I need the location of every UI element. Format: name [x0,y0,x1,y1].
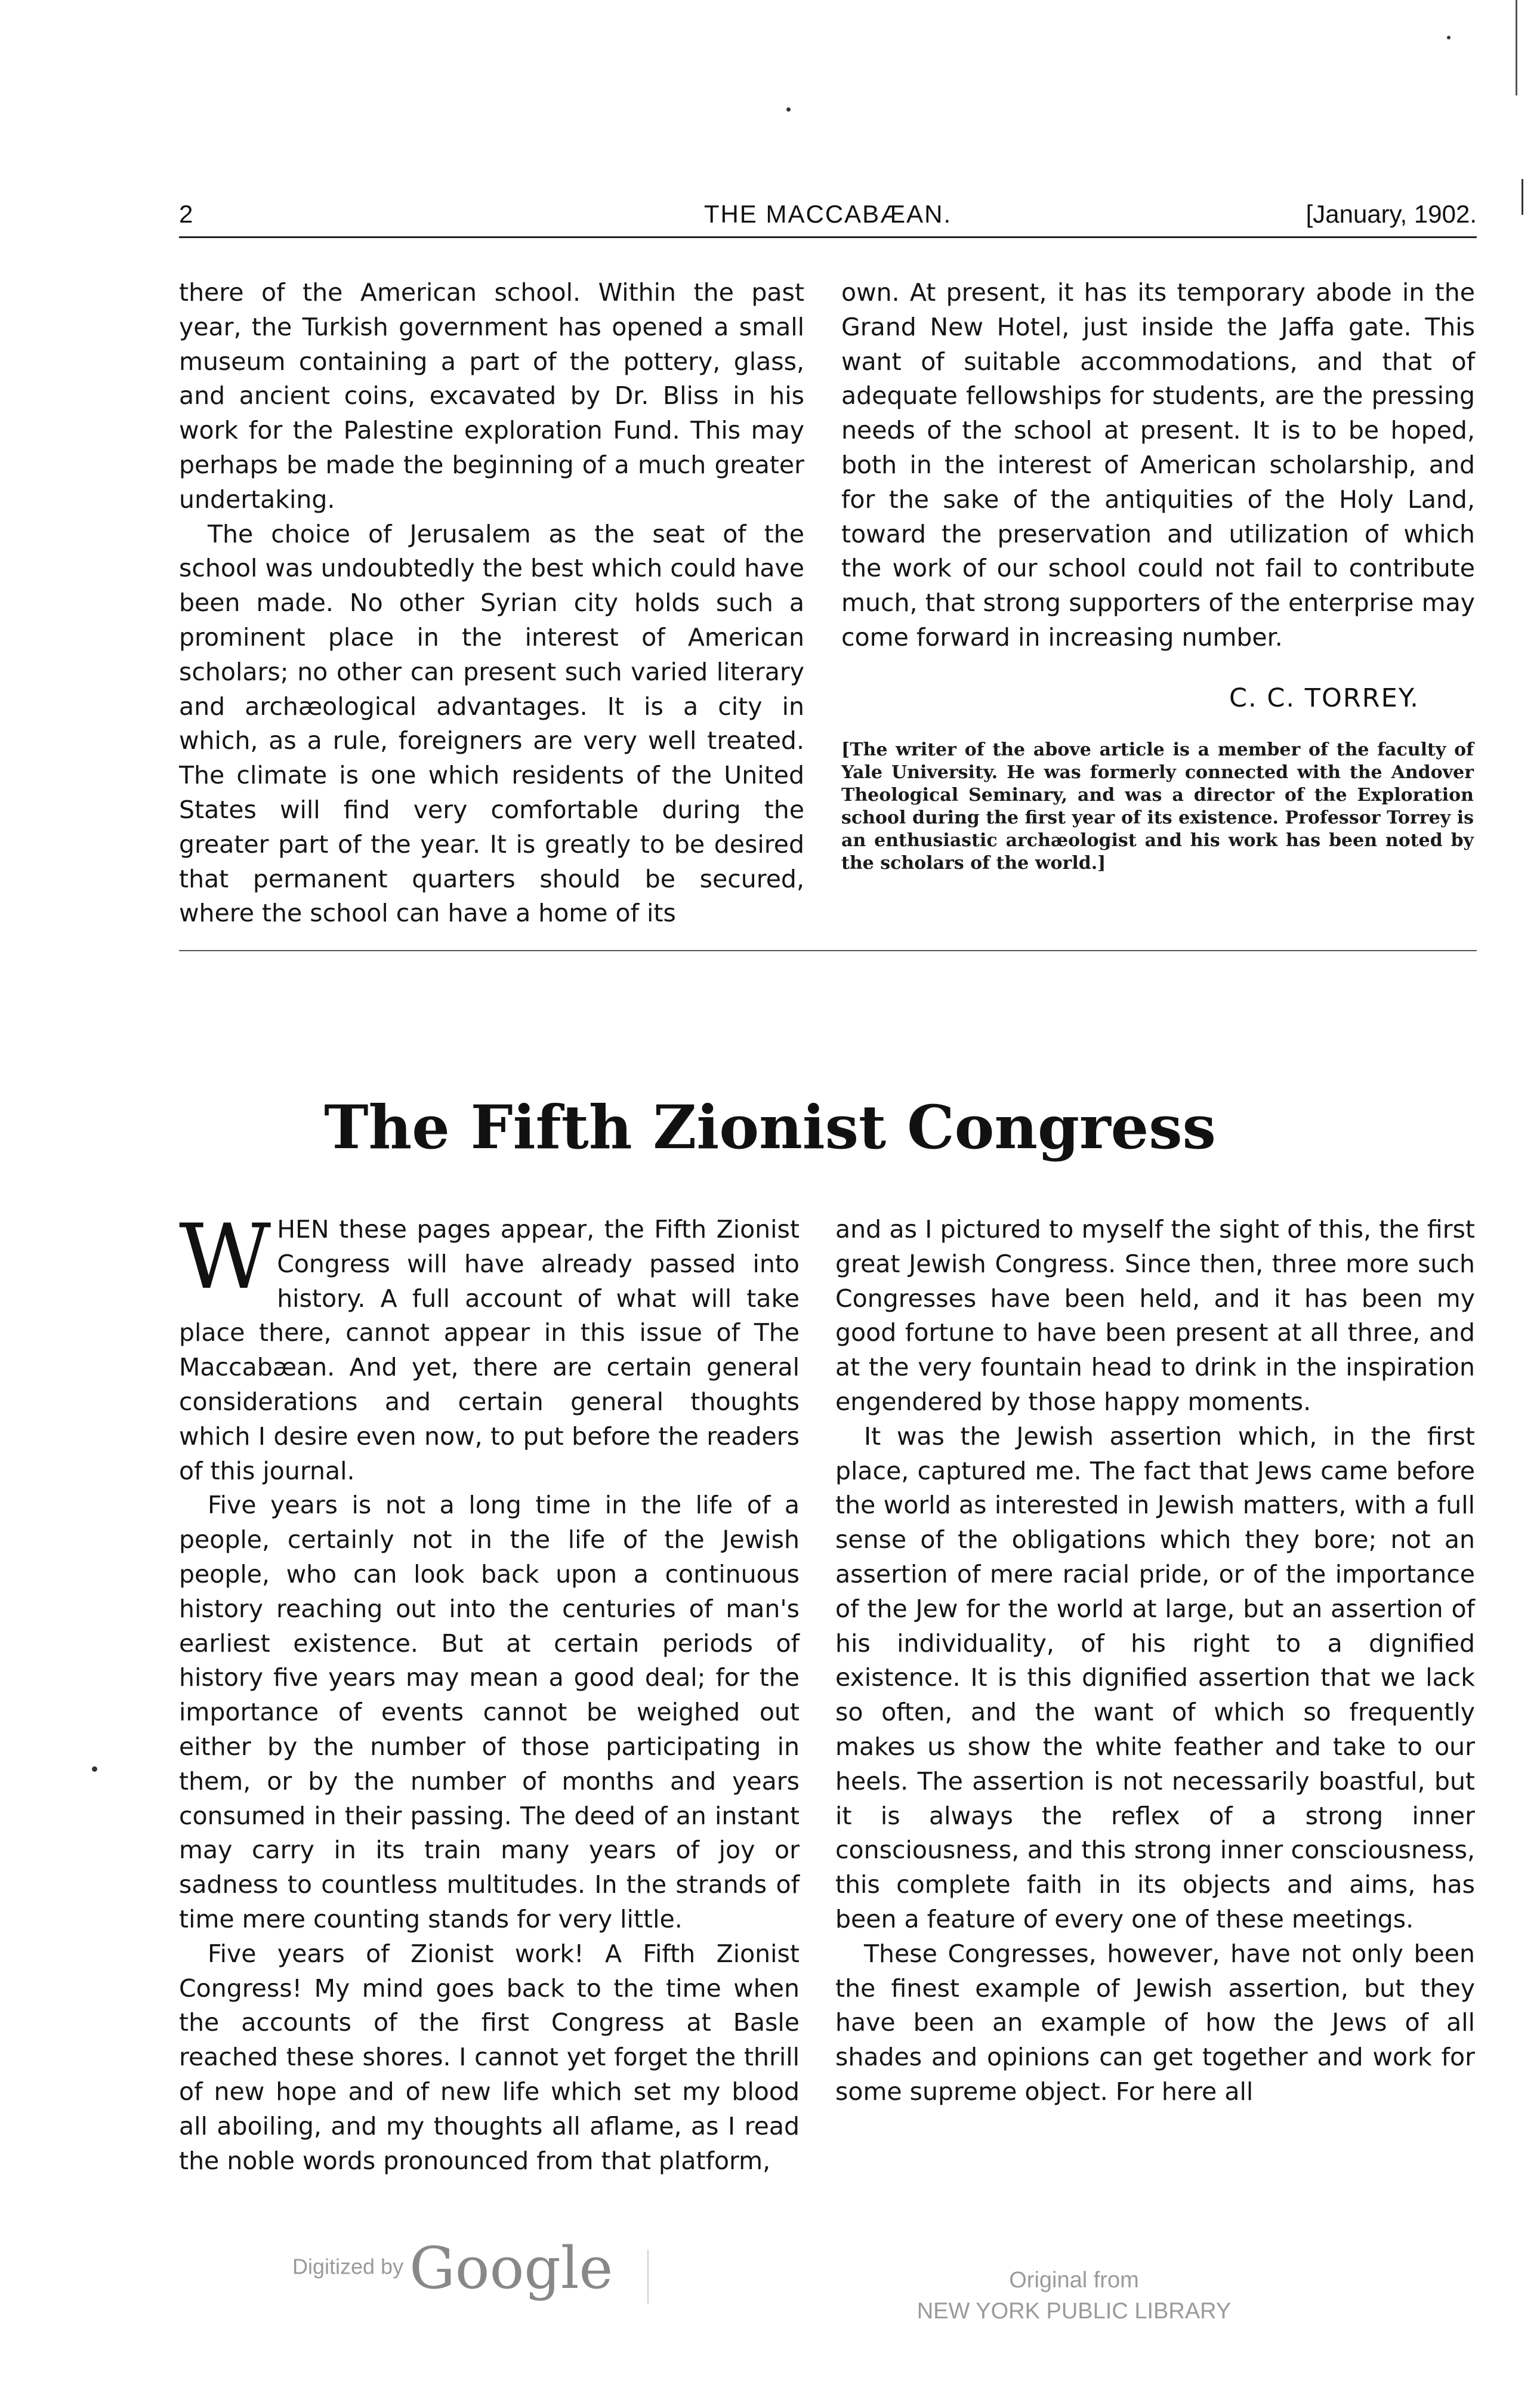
paragraph: The choice of Jerusalem as the seat of the school was undoubtedly the best which could have been made. No other Syrian city holds such a prominent place in the interest of American scholars; no other can present such varied literary and archæological advantages. It is a city in which, as a rule, foreigners are very well treated. The climate is one which residents of the United States will find very comfortable during the greater part of the year. It is greatly to be desired that permanent quarters should be secured, where the school can have a home of its [179,519,804,928]
paragraph: there of the American school. Within the past year, the Turkish government has opened a small museum containing a part of the pottery, glass, and ancient coins, excavated by Dr. Bliss in his work for the Palestine exploration Fund. This may perhaps be made the beginning of a much greater undertaking. [179,278,804,514]
digitized-by-label: Digitized by [292,2254,404,2279]
scan-speck [92,1766,97,1772]
drop-cap: W [179,1205,271,1309]
footer-divider [647,2250,649,2303]
digitized-by-watermark [292,2235,613,2302]
opening-text: HEN these pages appear, the Fifth Zionist Congress will have already passed into history. A full account of what will take place there, cannot appear in this issue of The Maccabæan. And yet, there are certain general considerations and certain general thoughts which I desire even now, to put before the readers of this journal. [179,1215,800,1485]
paragraph: Five years of Zionist work! A Fifth Zionist Congress! My mind goes back to the time when the accounts of the first Congress at Basle reached these shores. I cannot yet forget the thrill of new hope and of new life which set my blood all aboiling, and my thoughts all aflame, as I read the noble words pronounced from that platform, [179,1939,800,2175]
main-left-column [179,1205,800,2178]
main-right-column [835,1213,1475,2110]
top-right-column [841,276,1475,655]
top-left-column [179,276,804,931]
paragraph: and as I pictured to myself the sight of this, the first great Jewish Congress. Since then, three more such Congresses have been held, and it has been my good fortune to have been present at all three, and at the very fountain head to drink in the inspiration engendered by those happy moments. [835,1215,1475,1416]
library-name: NEW YORK PUBLIC LIBRARY [916,2299,1232,2324]
author-signature: C. C. TORREY. [1229,683,1419,713]
paragraph: These Congresses, however, have not only been the finest example of Jewish assertion, but they have been an example of how the Jews of all shades and opinions can get together and work for some supreme object. For here all [835,1939,1475,2106]
google-wordmark: Google [409,2235,613,2302]
journal-title: THE MACCABÆAN. [703,200,952,228]
issue-date: [January, 1902. [1306,200,1477,228]
scan-speck [1447,36,1450,39]
paragraph: It was the Jewish assertion which, in the first place, captured me. The fact that Jews came before the world as interested in Jewish matters, with a full sense of the obligations which they bore; not an assertion of mere racial pride, or of the importance of the Jew for the world at large, but an assertion of his individuality, of his right to a dignified existence. It is this dignified assertion that we lack so often, and the want of which so frequently makes us show the white feather and take to our heels. The assertion is not necessarily boastful, but it is always the reflex of a strong inner consciousness, and this strong inner consciousness, this complete faith in its objects and aims, has been a feature of every one of these meetings. [835,1421,1475,1933]
library-watermark [889,2265,1259,2327]
editor-note: [The writer of the above article is a member of the faculty of Yale University. He was formerly connected with the Andover Theological Seminary, and was a director of the Exploration school during the first year of its existence. Professor Torrey is an enthusiastic archæologist and his work has been noted by the scholars of the world.] [841,739,1474,874]
scan-speck [786,107,791,112]
article-headline: The Fifth Zionist Congress [324,1092,1216,1162]
paragraph: Five years is not a long time in the life of a people, certainly not in the life of the Jewish people, who can look back upon a continuous history reaching out into the centuries of man's earliest existence. But at certain periods of history five years may mean a good deal; for the importance of events cannot be weighed out either by the number of those participating in them, or by the number of months and years consumed in their passing. The deed of an instant may carry in its train many years of joy or sadness to countless multitudes. In the strands of time mere counting stands for very little. [179,1491,800,1933]
scan-edge-mark [1516,0,1517,95]
paragraph [179,1205,800,1488]
running-header [179,200,1477,236]
page-number: 2 [179,200,193,228]
section-rule [179,950,1477,951]
scan-edge-mark [1522,179,1523,215]
paragraph: own. At present, it has its temporary abode in the Grand New Hotel, just inside the Jaffa gate. This want of suitable accommodations, and that of adequate fellowships for students, are the pressing needs of the school at present. It is to be hoped, both in the interest of American scholarship, and for the sake of the antiquities of the Holy Land, toward the preservation and utilization of which the work of our school could not fail to contribute much, that strong supporters of the enterprise may come forward in increasing number. [841,278,1475,652]
original-from-label: Original from [1009,2268,1139,2293]
header-rule [179,236,1477,238]
